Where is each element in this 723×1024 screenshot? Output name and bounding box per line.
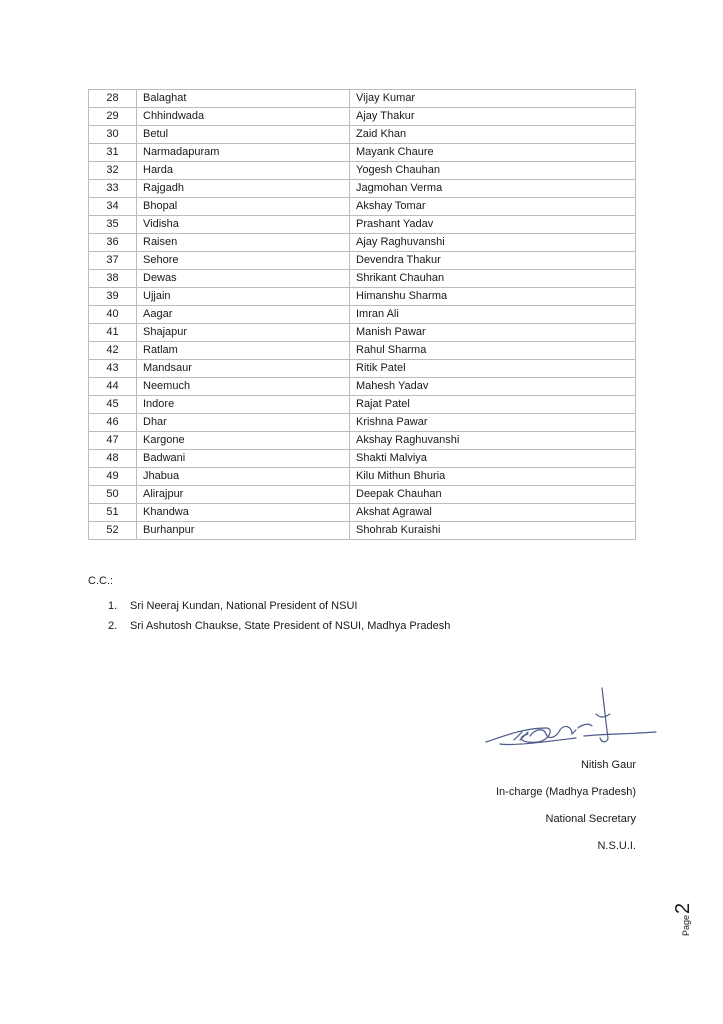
serial-number-cell: 36 [89, 234, 137, 252]
table-row [89, 108, 636, 126]
serial-number-cell: 39 [89, 288, 137, 306]
serial-number-cell: 47 [89, 432, 137, 450]
district-cell: Vidisha [137, 216, 350, 234]
district-cell: Aagar [137, 306, 350, 324]
serial-number-cell: 41 [89, 324, 137, 342]
signatory-organization: N.S.U.I. [597, 840, 636, 852]
incharge-name-cell: Ajay Raghuvanshi [350, 234, 636, 252]
serial-number-cell: 33 [89, 180, 137, 198]
cc-item-number: 2. [108, 620, 118, 632]
serial-number-cell: 35 [89, 216, 137, 234]
table-row [89, 180, 636, 198]
serial-number-cell: 38 [89, 270, 137, 288]
table-row [89, 162, 636, 180]
cc-list [108, 598, 450, 638]
district-cell: Ujjain [137, 288, 350, 306]
cc-item-number: 1. [108, 600, 118, 612]
district-cell: Neemuch [137, 378, 350, 396]
serial-number-cell: 50 [89, 486, 137, 504]
table-row [89, 144, 636, 162]
district-cell: Shajapur [137, 324, 350, 342]
incharge-name-cell: Kilu Mithun Bhuria [350, 468, 636, 486]
cc-heading: C.C.: [88, 575, 114, 587]
table-row [89, 324, 636, 342]
serial-number-cell: 32 [89, 162, 137, 180]
table-row [89, 522, 636, 540]
incharge-name-cell: Zaid Khan [350, 126, 636, 144]
district-cell: Mandsaur [137, 360, 350, 378]
incharge-name-cell: Prashant Yadav [350, 216, 636, 234]
table-row [89, 378, 636, 396]
district-cell: Rajgadh [137, 180, 350, 198]
serial-number-cell: 37 [89, 252, 137, 270]
table-row [89, 288, 636, 306]
table-row [89, 252, 636, 270]
serial-number-cell: 29 [89, 108, 137, 126]
incharge-name-cell: Devendra Thakur [350, 252, 636, 270]
serial-number-cell: 34 [89, 198, 137, 216]
incharge-name-cell: Shakti Malviya [350, 450, 636, 468]
table-row [89, 198, 636, 216]
incharge-name-cell: Mayank Chaure [350, 144, 636, 162]
district-cell: Ratlam [137, 342, 350, 360]
table-row [89, 504, 636, 522]
signatory-name: Nitish Gaur [580, 759, 636, 771]
table-row [89, 342, 636, 360]
incharge-name-cell: Jagmohan Verma [350, 180, 636, 198]
district-cell: Narmadapuram [137, 144, 350, 162]
district-cell: Raisen [137, 234, 350, 252]
incharge-name-cell: Vijay Kumar [350, 90, 636, 108]
incharge-name-cell: Rajat Patel [350, 396, 636, 414]
district-cell: Burhanpur [137, 522, 350, 540]
incharge-name-cell: Ritik Patel [350, 360, 636, 378]
incharge-name-cell: Krishna Pawar [350, 414, 636, 432]
serial-number-cell: 40 [89, 306, 137, 324]
incharge-name-cell: Akshay Raghuvanshi [350, 432, 636, 450]
page-label: Page [681, 914, 691, 936]
table-body [89, 90, 636, 540]
serial-number-cell: 49 [89, 468, 137, 486]
district-cell: Dhar [137, 414, 350, 432]
serial-number-cell: 28 [89, 90, 137, 108]
table-row [89, 432, 636, 450]
serial-number-cell: 51 [89, 504, 137, 522]
incharge-name-cell: Rahul Sharma [350, 342, 636, 360]
table-row [89, 396, 636, 414]
table-row [89, 270, 636, 288]
incharge-name-cell: Akshat Agrawal [350, 504, 636, 522]
district-cell: Indore [137, 396, 350, 414]
district-cell: Chhindwada [137, 108, 350, 126]
district-cell: Sehore [137, 252, 350, 270]
district-cell: Jhabua [137, 468, 350, 486]
incharge-name-cell: Himanshu Sharma [350, 288, 636, 306]
signatory-role: In-charge (Madhya Pradesh) [495, 786, 636, 798]
table-row [89, 306, 636, 324]
serial-number-cell: 30 [89, 126, 137, 144]
handwritten-signature [484, 684, 664, 754]
table-row [89, 90, 636, 108]
district-cell: Khandwa [137, 504, 350, 522]
district-cell: Bhopal [137, 198, 350, 216]
district-cell: Kargone [137, 432, 350, 450]
incharge-name-cell: Manish Pawar [350, 324, 636, 342]
incharge-name-cell: Mahesh Yadav [350, 378, 636, 396]
district-cell: Badwani [137, 450, 350, 468]
serial-number-cell: 46 [89, 414, 137, 432]
district-incharge-table [88, 89, 636, 540]
signatory-title: National Secretary [545, 813, 636, 825]
incharge-name-cell: Deepak Chauhan [350, 486, 636, 504]
incharge-name-cell: Shrikant Chauhan [350, 270, 636, 288]
table-row [89, 234, 636, 252]
cc-item-text: Sri Neeraj Kundan, National President of NSUI [130, 600, 358, 612]
serial-number-cell: 44 [89, 378, 137, 396]
district-cell: Dewas [137, 270, 350, 288]
serial-number-cell: 52 [89, 522, 137, 540]
district-cell: Harda [137, 162, 350, 180]
cc-list-item [108, 618, 450, 638]
serial-number-cell: 31 [89, 144, 137, 162]
cc-item-text: Sri Ashutosh Chaukse, State President of NSUI, Madhya Pradesh [130, 620, 451, 632]
incharge-name-cell: Shohrab Kuraishi [350, 522, 636, 540]
cc-list-item [108, 598, 450, 618]
table-row [89, 486, 636, 504]
table-row [89, 450, 636, 468]
serial-number-cell: 43 [89, 360, 137, 378]
table-row [89, 216, 636, 234]
incharge-name-cell: Yogesh Chauhan [350, 162, 636, 180]
table-row [89, 360, 636, 378]
serial-number-cell: 48 [89, 450, 137, 468]
table-row [89, 126, 636, 144]
table-row [89, 414, 636, 432]
table-row [89, 468, 636, 486]
incharge-name-cell: Akshay Tomar [350, 198, 636, 216]
district-cell: Betul [137, 126, 350, 144]
incharge-name-cell: Imran Ali [350, 306, 636, 324]
serial-number-cell: 45 [89, 396, 137, 414]
district-cell: Alirajpur [137, 486, 350, 504]
page-number: 2 [672, 902, 694, 914]
serial-number-cell: 42 [89, 342, 137, 360]
district-cell: Balaghat [137, 90, 350, 108]
page-number-marker [672, 896, 696, 936]
incharge-name-cell: Ajay Thakur [350, 108, 636, 126]
